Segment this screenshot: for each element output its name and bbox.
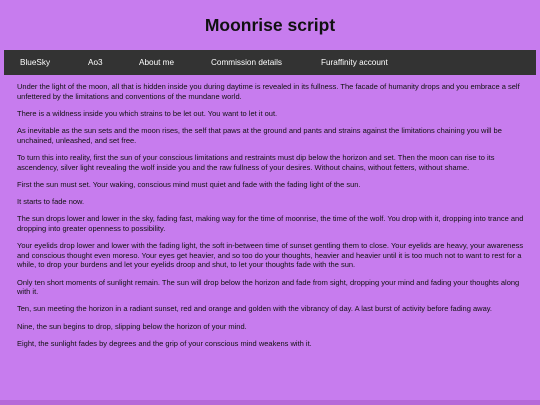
page-bottom-edge bbox=[0, 400, 540, 405]
paragraph: Eight, the sunlight fades by degrees and the grip of your conscious mind weakens with it. bbox=[17, 338, 312, 348]
paragraph: Nine, the sun begins to drop, slipping below the horizon of your mind. bbox=[17, 321, 247, 331]
paragraph: To turn this into reality, first the sun of your conscious limitations and restraints must dip below the horizon and set. Then the moon can rise to its ascendency, silver light revealing the wolf inside you and the raw fullness of your desires. Without chains, without fetters, without shame. bbox=[17, 152, 495, 172]
paragraph: As inevitable as the sun sets and the moon rises, the self that paws at the ground and pants and strains against the limitations chaining you will be unchained, unleashed, and set free. bbox=[17, 125, 502, 145]
nav-link-commission-details[interactable]: Commission details bbox=[211, 58, 282, 67]
paragraph: Under the light of the moon, all that is hidden inside you during daytime is revealed in its fullness. The facade of humanity drops and you embrace a self unfettered by the limitations and conventions of the mundane world. bbox=[17, 82, 520, 101]
paragraph: Ten, sun meeting the horizon in a radiant sunset, red and orange and golden with the vibrancy of day. A last burst of activity before fading away. bbox=[17, 304, 493, 314]
script-content bbox=[17, 82, 525, 356]
paragraph: First the sun must set. Your waking, conscious mind must quiet and fade with the fading light of the sun. bbox=[17, 179, 361, 189]
paragraph: It starts to fade now. bbox=[17, 196, 85, 206]
nav-link-about-me[interactable]: About me bbox=[139, 58, 175, 67]
nav-link-furaffinity-account[interactable]: Furaffinity account bbox=[321, 58, 388, 67]
paragraph: Only ten short moments of sunlight remain. The sun will drop below the horizon and fade from sight, dropping your mind and fading your thoughts along with it. bbox=[17, 277, 520, 297]
nav-link-bluesky[interactable]: BlueSky bbox=[20, 58, 51, 67]
paragraph: The sun drops lower and lower in the sky, fading fast, making way for the time of moonrise, the time of the wolf. You drop with it, dropping into trance and dropping into greater openness to possibility. bbox=[17, 213, 524, 233]
paragraph: Your eyelids drop lower and lower with the fading light, the soft in-between time of sunset gentling them to close. Your eyelids are heavy, your awareness and conscious thought even moreso. Your eyes get heavier, and so too do your thoughts, heavier and heavier until it is too much not to want to rest for a while, to drop your burdens and let your eyelids droop and shut, to let your thoughts fade with the sun. bbox=[17, 240, 524, 270]
nav-link-ao3[interactable]: Ao3 bbox=[88, 58, 103, 67]
paragraph: There is a wildness inside you which strains to be let out. You want to let it out. bbox=[17, 108, 278, 118]
navigation-bar bbox=[4, 50, 536, 75]
page-title: Moonrise script bbox=[204, 15, 336, 35]
